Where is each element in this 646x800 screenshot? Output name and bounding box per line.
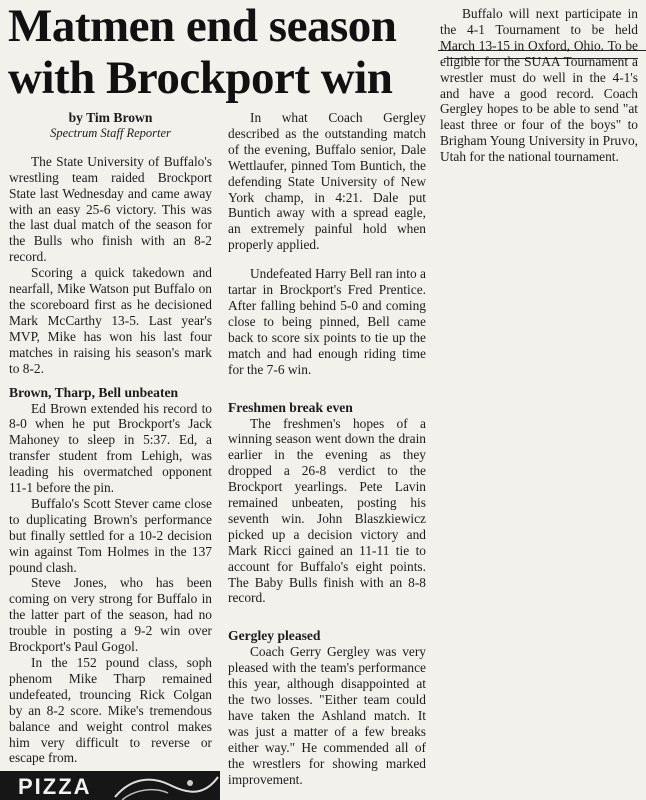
paragraph: Undefeated Harry Bell ran into a tartar in Brockport's Fred Prentice. After falling behind 5-0 and coming close to being pinned, Bell came back to score six points to tie up the match and had enough riding time for the 7-6 win. xyxy=(228,266,426,377)
article-column-1 xyxy=(9,110,212,766)
ad-label: PIZZA xyxy=(18,774,92,799)
paragraph: Steve Jones, who has been coming on very strong for Buffalo in the latter part of the season, had no trouble in posting a 9-2 win over Brockport's Paul Gogol. xyxy=(9,575,212,655)
headline-line-1: Matmen end season xyxy=(8,0,397,52)
paragraph: Coach Gerry Gergley was very pleased with the team's performance this year, although disappointed at the two losses. "Either team could have taken the Ashland match. It was just a matter of a few breaks either way." He commended all of the wrestlers for showing marked improvement. xyxy=(228,644,426,787)
ad-illustration-icon xyxy=(110,771,220,800)
pizza-ad xyxy=(0,771,220,800)
paragraph: The State University of Buffalo's wrestling team raided Brockport State last Wednesday and came away with an easy 25-6 victory. This was the last dual match of the season for the Bulls who finish with an 8-2 record. xyxy=(9,153,212,265)
article-column-3 xyxy=(440,6,638,165)
article-column-2 xyxy=(228,110,426,788)
paragraph: The freshmen's hopes of a winning season went down the drain earlier in the evening as they dropped a 26-8 verdict to the Brockport yearlings. Pete Lavin remained unbeaten, posting his seventh win. John Blaszkiewicz picked up a decision victory and Mark Ricci gained an 11-11 tie to account for Buffalo's eight points. The Baby Bulls finish with an 8-8 record. xyxy=(228,415,426,606)
byline-role: Spectrum Staff Reporter xyxy=(50,125,171,140)
paragraph: Buffalo will next participate in the 4-1 Tournament to be held March 13-15 in Oxford, Ohio. To be eligible for the SUAA Tournament a wrestler must do well in the 4-1's and have a good record. Coach Gergley hopes to be able to send "at least three or four of the boys" to Brigham Young University in Pruvo, Utah for the national tournament. xyxy=(440,6,638,165)
paragraph: Scoring a quick takedown and nearfall, Mike Watson put Buffalo on the scoreboard first as he decisioned Mark McCarthy 13-5. Last year's MVP, Mike has won his last four matches in raising his season's mark to 8-2. xyxy=(9,265,212,376)
byline xyxy=(9,110,212,142)
byline-author: by Tim Brown xyxy=(68,110,153,125)
paragraph: Ed Brown extended his record to 8-0 when he put Brockport's Jack Mahoney to sleep in 5:37. Ed, a transfer student from Lehigh, was leading his overmatched opponent 11-1 before the pin. xyxy=(9,400,212,496)
headline xyxy=(8,0,428,104)
subhead-gergley: Gergley pleased xyxy=(228,628,321,644)
paragraph: In what Coach Gergley described as the outstanding match of the evening, Buffalo senior, Dale Wettlaufer, pinned Tom Buntich, the defending State University of New York champ, in 4:21. Dale put Buntich away with a spread eagle, an extremely painful hold when properly applied. xyxy=(228,110,426,253)
strikethrough-line xyxy=(444,58,638,59)
paragraph: In the 152 pound class, soph phenom Mike Tharp remained undefeated, trouncing Rick Colgan by an 8-2 score. Mike's tremendous balance and weight control makes him very difficult to reverse or escape from. xyxy=(9,655,212,766)
paragraph: Buffalo's Scott Stever came close to duplicating Brown's performance but finally settled for a 10-2 decision win against Tom Holmes in the 137 pound clash. xyxy=(9,495,212,575)
subhead-freshmen: Freshmen break even xyxy=(228,399,353,415)
subhead-unbeaten: Brown, Tharp, Bell unbeaten xyxy=(9,384,179,400)
headline-line-2: with Brockport win xyxy=(8,52,393,104)
